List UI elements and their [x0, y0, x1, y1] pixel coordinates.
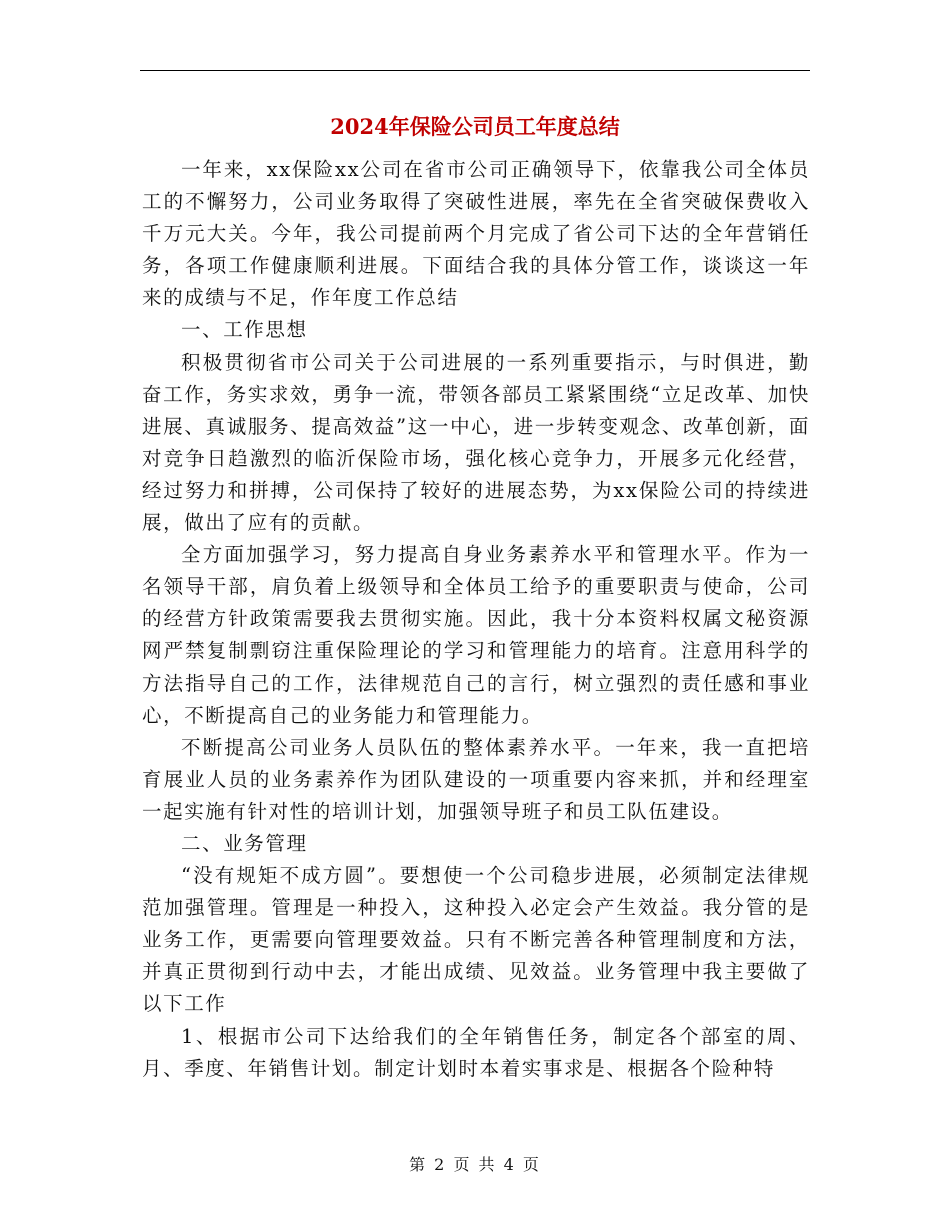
document-body — [142, 154, 810, 1085]
paragraph: 不断提高公司业务人员队伍的整体素养水平。一年来，我一直把培育展业人员的业务素养作为团队建设的一项重要内容来抓，并和经理室一起实施有针对性的培训计划，加强领导班子和员工队伍建设。 — [142, 735, 810, 823]
section-heading: 一、工作思想 — [181, 318, 308, 342]
paragraph: 1、根据市公司下达给我们的全年销售任务，制定各个部室的周、月、季度、年销售计划。制定计划时本着实事求是、根据各个险种特 — [142, 1024, 810, 1080]
page-footer: 第 2 页 共 4 页 — [409, 1155, 541, 1174]
document-title: 2024年保险公司员工年度总结 — [330, 114, 620, 139]
paragraph: “没有规矩不成方圆”。要想使一个公司稳步进展，必须制定法律规范加强管理。管理是一种投入，这种投入必定会产生效益。我分管的是业务工作，更需要向管理要效益。只有不断完善各种管理制度和方法，并真正贯彻到行动中去，才能出成绩、见效益。业务管理中我主要做了以下工作 — [142, 864, 810, 1016]
header-rule — [140, 70, 810, 71]
paragraph: 积极贯彻省市公司关于公司进展的一系列重要指示，与时俱进，勤奋工作，务实求效，勇争一流，带领各部员工紧紧围绕“立足改革、加快进展、真诚服务、提高效益”这一中心，进一步转变观念、改革创新，面对竞争日趋激烈的临沂保险市场，强化核心竞争力，开展多元化经营，经过努力和拼搏，公司保持了较好的进展态势，为xx保险公司的持续进展，做出了应有的贡献。 — [142, 350, 810, 535]
section-heading: 二、业务管理 — [181, 831, 308, 855]
paragraph: 全方面加强学习，努力提高自身业务素养水平和管理水平。作为一名领导干部，肩负着上级领导和全体员工给予的重要职责与使命，公司的经营方针政策需要我去贯彻实施。因此，我十分本资料权属文秘资源网严禁复制剽窃注重保险理论的学习和管理能力的培育。注意用科学的方法指导自己的工作，法律规范自己的言行，树立强烈的责任感和事业心，不断提高自己的业务能力和管理能力。 — [142, 543, 810, 727]
paragraph: 一年来，xx保险xx公司在省市公司正确领导下，依靠我公司全体员工的不懈努力，公司业务取得了突破性进展，率先在全省突破保费收入千万元大关。今年，我公司提前两个月完成了省公司下达的全年营销任务，各项工作健康顺利进展。下面结合我的具体分管工作，谈谈这一年来的成绩与不足，作年度工作总结 — [142, 158, 810, 310]
